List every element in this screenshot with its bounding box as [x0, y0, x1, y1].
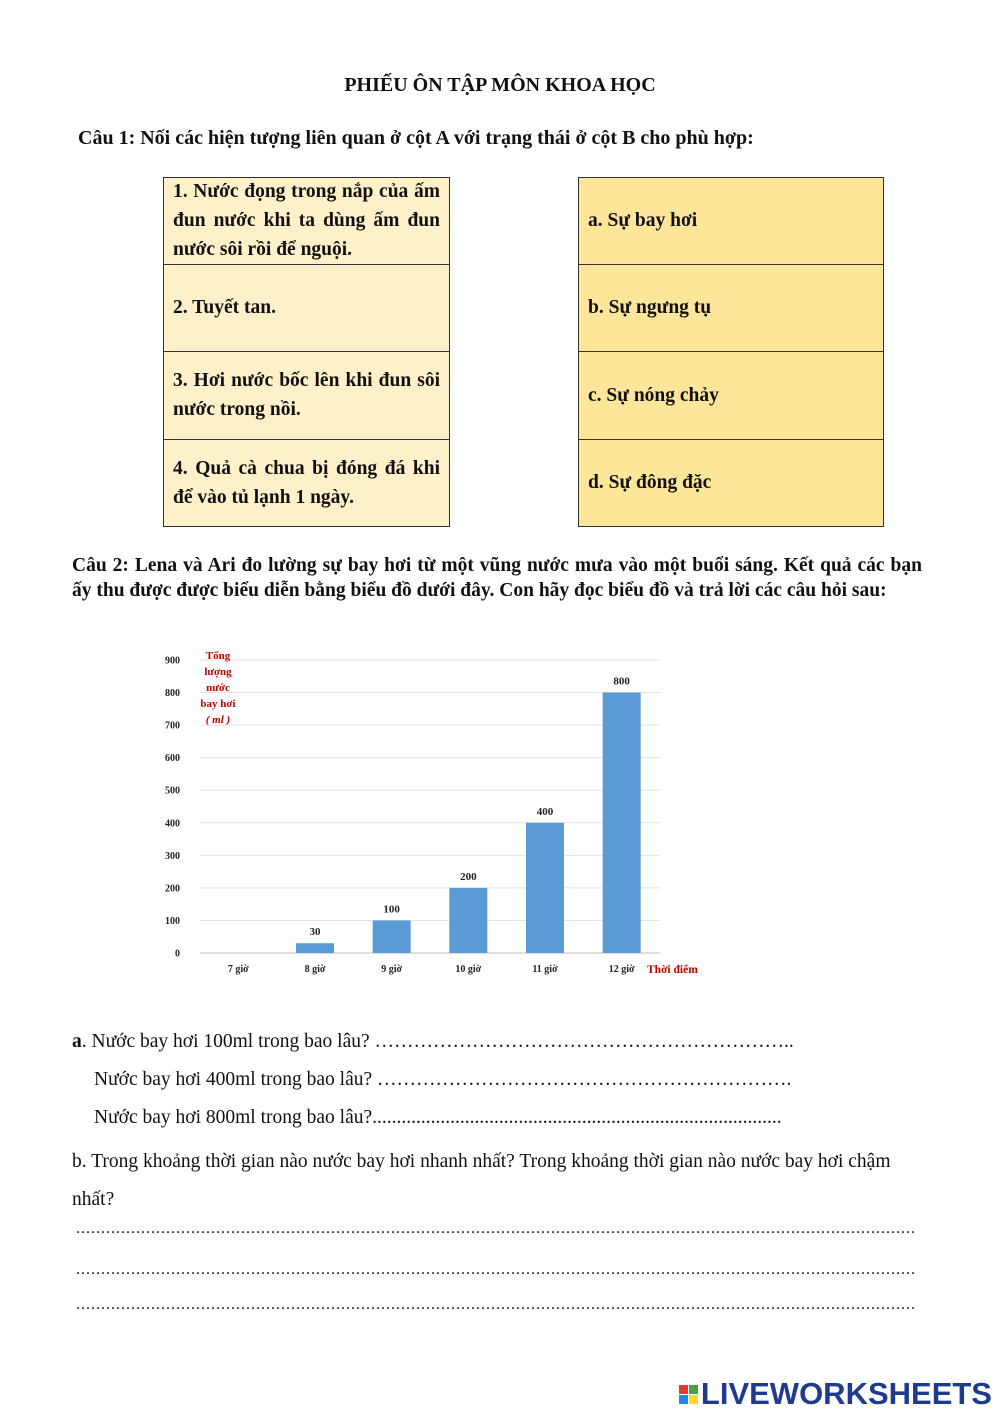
answer-a-question-1: . Nước bay hơi 100ml trong bao lâu? ……………………………………………………….. [81, 1031, 794, 1052]
data-label: 30 [309, 926, 321, 939]
column-b-item-b[interactable]: b. Sự ngưng tụ [578, 265, 884, 353]
x-tick-label: 11 giờ [532, 964, 558, 975]
logo-icon [679, 1385, 698, 1404]
column-a-item-4[interactable]: 4. Quả cà chua bị đóng đá khi để vào tủ lạnh 1 ngày. [163, 440, 450, 528]
bar [296, 943, 334, 953]
y-tick-label: 200 [165, 883, 180, 895]
question-2b: b. Trong khoảng thời gian nào nước bay hơi nhanh nhất? Trong khoảng thời gian nào nước bay hơi chậm nhất? [72, 1151, 891, 1210]
y-tick-label: 500 [165, 785, 180, 797]
column-a-item-2[interactable]: 2. Tuyết tan. [163, 265, 450, 353]
column-b-item-a[interactable]: a. Sự bay hơi [578, 177, 884, 265]
x-axis-label: Thời điểm [647, 964, 698, 976]
answer-a-line-1 [72, 1031, 794, 1053]
y-axis-label-line: bay hơi [200, 698, 236, 710]
answer-a-label: a [72, 1031, 82, 1052]
bar [373, 920, 411, 953]
column-a [163, 177, 450, 527]
y-axis-label-line: ( ml ) [205, 714, 231, 726]
x-tick-label: 10 giờ [455, 964, 482, 975]
y-tick-label: 600 [165, 753, 180, 765]
y-tick-label: 900 [165, 655, 180, 667]
y-tick-label: 300 [165, 850, 180, 862]
x-tick-label: 7 giờ [227, 964, 249, 975]
y-tick-label: 0 [175, 948, 180, 960]
page-title: PHIẾU ÔN TẬP MÔN KHOA HỌC [344, 74, 656, 96]
y-axis-label-line: Tổng [205, 650, 231, 662]
bar [603, 693, 641, 953]
answer-a-question-2: Nước bay hơi 400ml trong bao lâu? ………………………………………………………. [94, 1069, 792, 1090]
x-tick-label: 9 giờ [381, 964, 403, 975]
data-label: 400 [536, 805, 554, 818]
column-b-item-c[interactable]: c. Sự nóng chảy [578, 352, 884, 440]
y-tick-label: 800 [165, 688, 180, 700]
y-axis-label-line: nước [206, 682, 230, 694]
column-b [578, 177, 884, 527]
data-label: 100 [383, 903, 400, 916]
logo-text: LIVEWORKSHEETS [700, 1376, 992, 1411]
column-a-item-1[interactable]: 1. Nước đọng trong nắp của ấm đun nước khi ta dùng ấm đun nước sôi rồi để nguội. [163, 177, 450, 265]
bar [526, 823, 564, 953]
y-axis-label-line: lượng [204, 666, 232, 678]
y-tick-label: 400 [165, 818, 180, 830]
column-b-item-d[interactable]: d. Sự đông đặc [578, 440, 884, 528]
evaporation-bar-chart [150, 640, 720, 985]
data-label: 800 [613, 675, 630, 688]
y-tick-label: 700 [165, 720, 180, 732]
answer-line-1[interactable]: ........................................................................................................................................................................ [76, 1220, 916, 1237]
question-1-prompt: Câu 1: Nối các hiện tượng liên quan ở cột A với trạng thái ở cột B cho phù hợp: [78, 127, 754, 149]
answer-line-3[interactable]: ........................................................................................................................................................................ [76, 1296, 916, 1313]
bar [449, 888, 487, 953]
column-a-item-3[interactable]: 3. Hơi nước bốc lên khi đun sôi nước trong nồi. [163, 352, 450, 440]
question-2-prompt: Câu 2: Lena và Ari đo lường sự bay hơi từ một vũng nước mưa vào một buổi sáng. Kết quả các bạn ấy thu được được biểu diễn bằng biểu đồ dưới đây. Con hãy đọc biểu đồ và trả lời các câu hỏi sau: [72, 555, 922, 601]
data-label: 200 [460, 870, 477, 883]
liveworksheets-logo [679, 1376, 992, 1412]
x-tick-label: 12 giờ [608, 964, 635, 975]
y-tick-label: 100 [165, 915, 180, 927]
answer-line-2[interactable]: ........................................................................................................................................................................ [76, 1261, 916, 1278]
answer-a-question-3: Nước bay hơi 800ml trong bao lâu?.................................................................................... [94, 1107, 782, 1128]
x-tick-label: 8 giờ [304, 964, 326, 975]
